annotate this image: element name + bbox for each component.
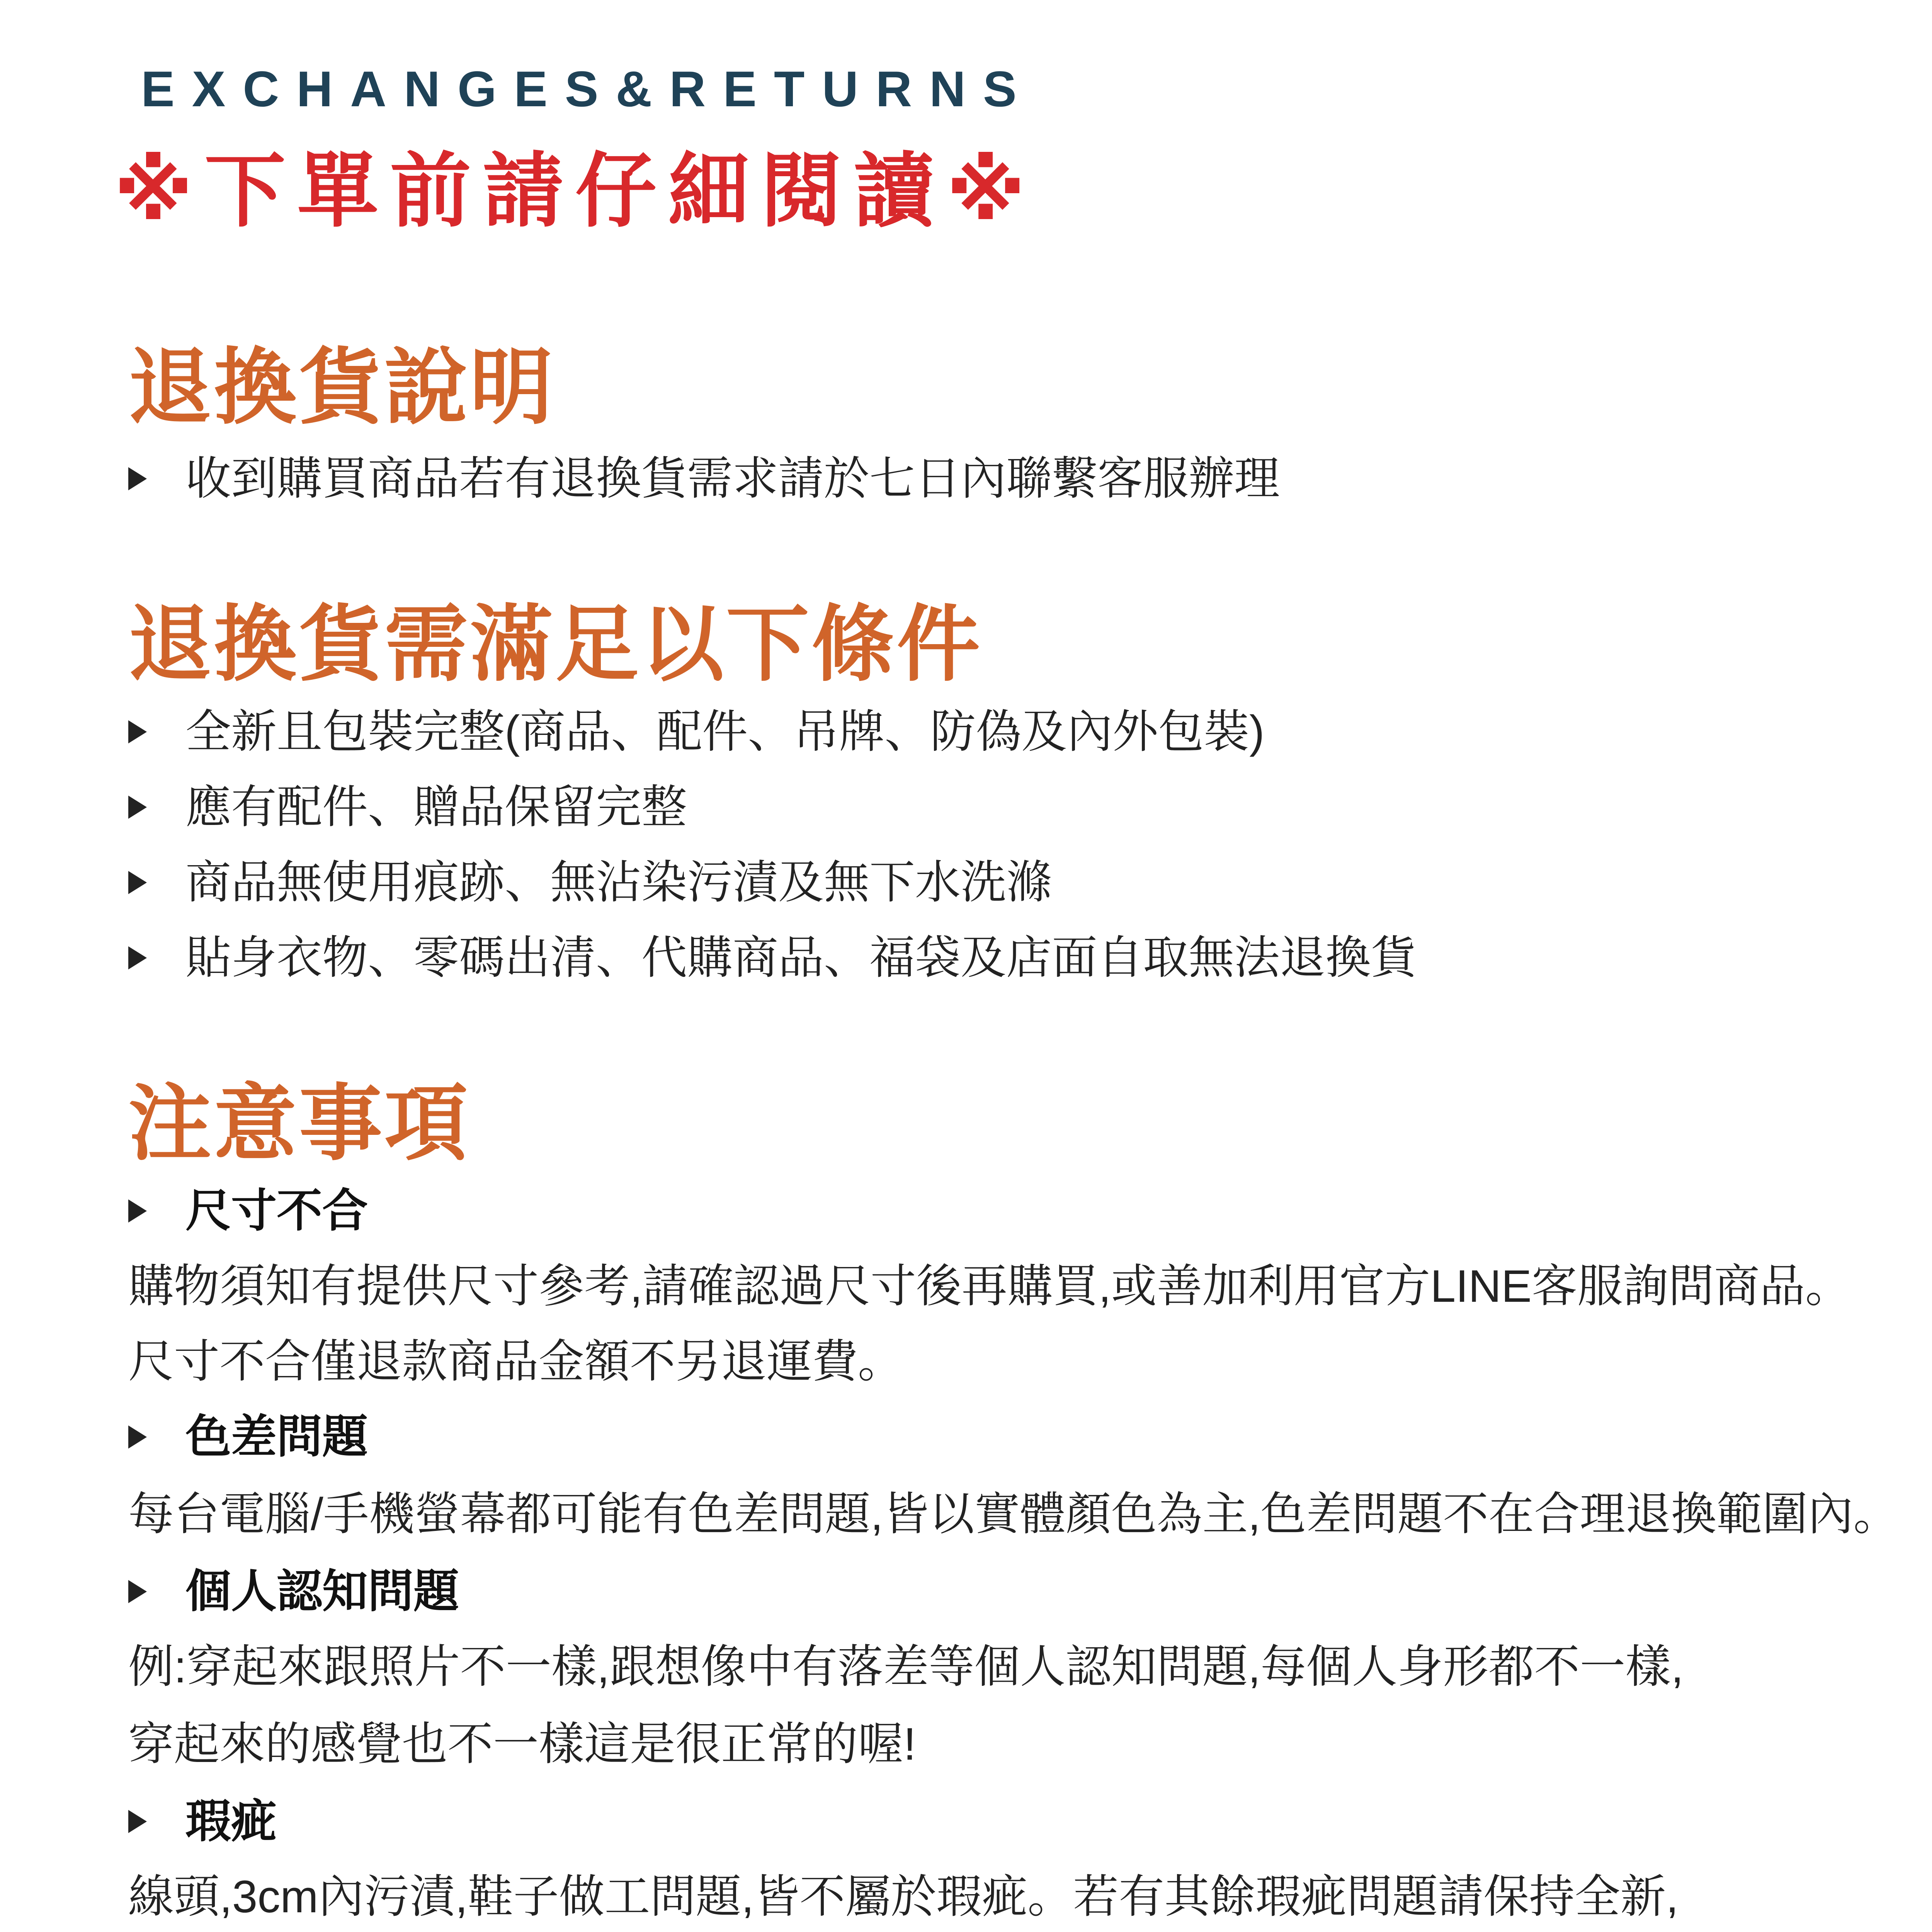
sub-heading-defect <box>128 1796 277 1847</box>
list-item <box>128 782 687 833</box>
sub-heading-size <box>128 1185 368 1236</box>
section-heading-notes: 注意事項 <box>128 1077 470 1170</box>
bullet-triangle-icon <box>128 467 147 490</box>
read-before-order-warning: ※下單前請仔細閱讀※ <box>114 146 1037 236</box>
list-item-text: 收到購買商品若有退換貨需求請於七日內聯繫客服辦理 <box>185 453 1280 504</box>
list-item <box>128 453 1280 504</box>
bullet-triangle-icon <box>128 720 147 743</box>
size-paragraph-line-2: 尺寸不合僅退款商品金額不另退運費。 <box>128 1336 904 1387</box>
list-item-text: 商品無使用痕跡、無沾染污漬及無下水洗滌 <box>185 857 1052 908</box>
section-heading-return-conditions: 退換貨需滿足以下條件 <box>128 598 982 691</box>
bullet-triangle-icon <box>128 796 147 819</box>
bullet-triangle-icon <box>128 871 147 894</box>
bullet-triangle-icon <box>128 946 147 969</box>
list-item-text: 貼身衣物、零碼出清、代購商品、福袋及店面自取無法退換貨 <box>185 932 1417 983</box>
list-item <box>128 932 1417 983</box>
sub-heading-text: 尺寸不合 <box>185 1185 368 1236</box>
defect-paragraph-line-1: 線頭,3cm內污漬,鞋子做工問題,皆不屬於瑕疵。若有其餘瑕疵問題請保持全新, <box>128 1871 1679 1922</box>
sub-heading-text: 瑕疵 <box>185 1796 277 1847</box>
bullet-triangle-icon <box>128 1199 147 1223</box>
sub-heading-perception <box>128 1566 459 1617</box>
bullet-triangle-icon <box>128 1580 147 1603</box>
bullet-triangle-icon <box>128 1425 147 1449</box>
list-item <box>128 857 1052 908</box>
list-item-text: 應有配件、贈品保留完整 <box>185 782 687 833</box>
list-item-text: 全新且包裝完整(商品、配件、吊牌、防偽及內外包裝) <box>185 706 1265 757</box>
list-item <box>128 706 1265 757</box>
perception-paragraph-line-1: 例:穿起來跟照片不一樣,跟想像中有落差等個人認知問題,每個人身形都不一樣, <box>128 1641 1684 1692</box>
perception-paragraph-line-2: 穿起來的感覺也不一樣這是很正常的喔! <box>128 1719 916 1770</box>
brand-title: EXCHANGES&RETURNS <box>141 61 1034 117</box>
sub-heading-color <box>128 1412 368 1463</box>
sub-heading-text: 個人認知問題 <box>185 1566 459 1617</box>
color-paragraph: 每台電腦/手機螢幕都可能有色差問題,皆以實體顏色為主,色差問題不在合理退換範圍內。 <box>128 1489 1899 1540</box>
section-heading-return-explanation: 退換貨說明 <box>128 341 555 434</box>
size-paragraph-line-1: 購物須知有提供尺寸參考,請確認過尺寸後再購買,或善加利用官方LINE客服詢問商品。 <box>128 1261 1851 1312</box>
bullet-triangle-icon <box>128 1810 147 1833</box>
sub-heading-text: 色差問題 <box>185 1412 368 1463</box>
